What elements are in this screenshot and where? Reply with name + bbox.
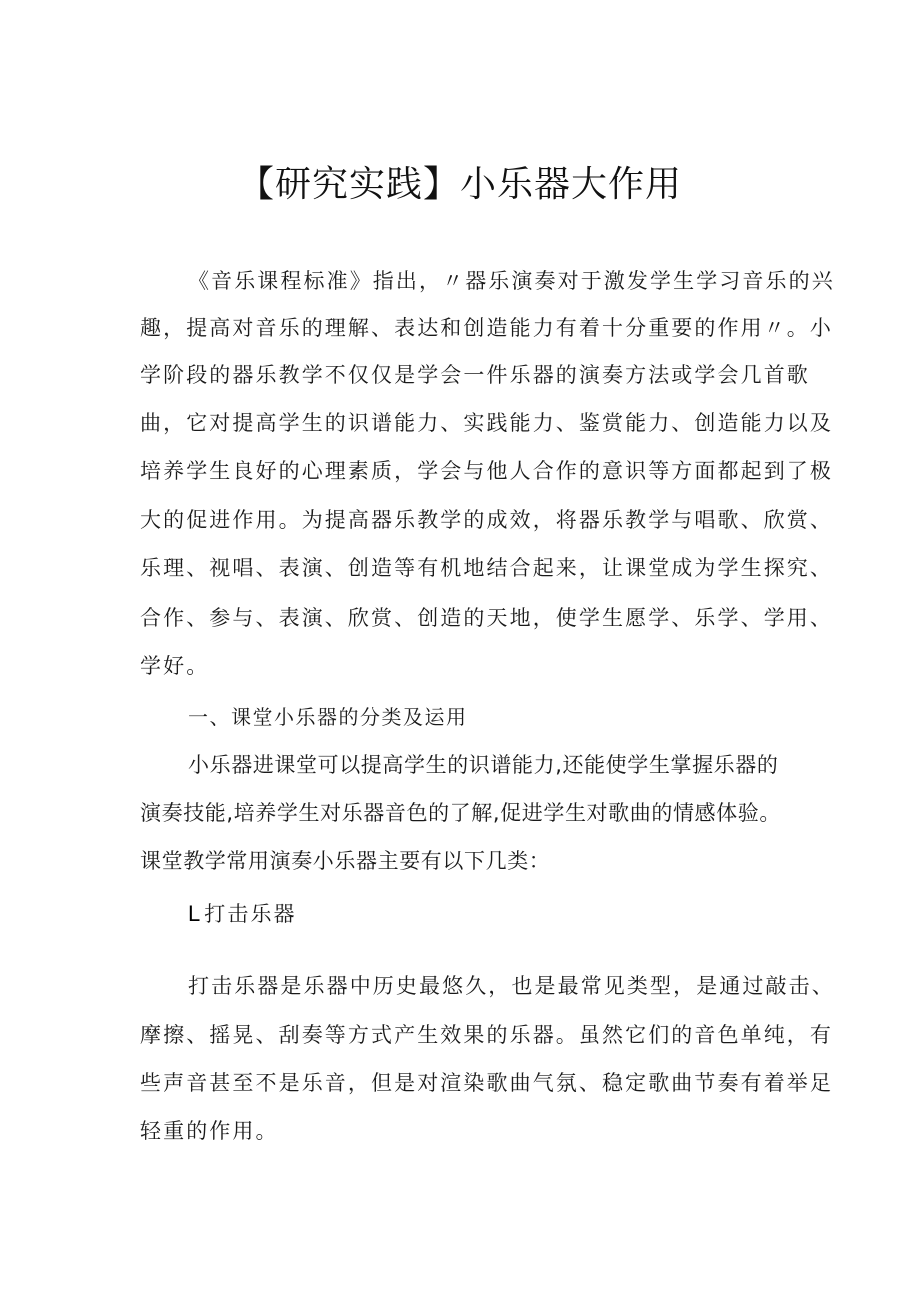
text-line: 轻重的作用。 (140, 1119, 279, 1143)
subsection-label: 打击乐器 (204, 902, 297, 926)
text-line: 小乐器进课堂可以提高学生的识谱能力,还能使学生掌握乐器的 (188, 753, 779, 777)
text-line: 大的促进作用。为提高器乐教学的成效，将器乐教学与唱歌、欣赏、 (140, 508, 833, 532)
text-line: 《音乐课程标准》指出，〃器乐演奏对于激发学生学习音乐的兴 (188, 269, 835, 293)
text-line: 培养学生良好的心理素质，学会与他人合作的意识等方面都起到了极 (140, 459, 833, 483)
text-line: 演奏技能,培养学生对乐器音色的了解,促进学生对歌曲的情感体验。 (140, 801, 781, 825)
text-line: 趣，提高对音乐的理解、表达和创造能力有着十分重要的作用〃。小 (140, 316, 833, 340)
text-line: 曲，它对提高学生的识谱能力、实践能力、鉴赏能力、创造能力以及 (140, 411, 833, 435)
text-line: 学阶段的器乐教学不仅仅是学会一件乐器的演奏方法或学会几首歌 (140, 363, 810, 387)
document-title: 【研究实践】小乐器大作用 (237, 164, 682, 205)
list-marker: L (188, 901, 201, 926)
section-heading: 一、课堂小乐器的分类及运用 (188, 705, 468, 729)
text-line: 课堂教学常用演奏小乐器主要有以下几类： (140, 849, 551, 873)
subsection-heading (188, 899, 297, 929)
text-line: 学好。 (140, 654, 210, 678)
text-line: 合作、参与、表演、欣赏、创造的天地，使学生愿学、乐学、学用、 (140, 606, 833, 630)
text-line: 摩擦、摇晃、刮奏等方式产生效果的乐器。虽然它们的音色单纯，有 (140, 1023, 833, 1047)
text-line: 打击乐器是乐器中历史最悠久，也是最常见类型，是通过敲击、 (188, 974, 835, 998)
text-line: 些声音甚至不是乐音，但是对渲染歌曲气氛、稳定歌曲节奏有着举足 (140, 1071, 833, 1095)
text-line: 乐理、视唱、表演、创造等有机地结合起来，让课堂成为学生探究、 (140, 556, 833, 580)
